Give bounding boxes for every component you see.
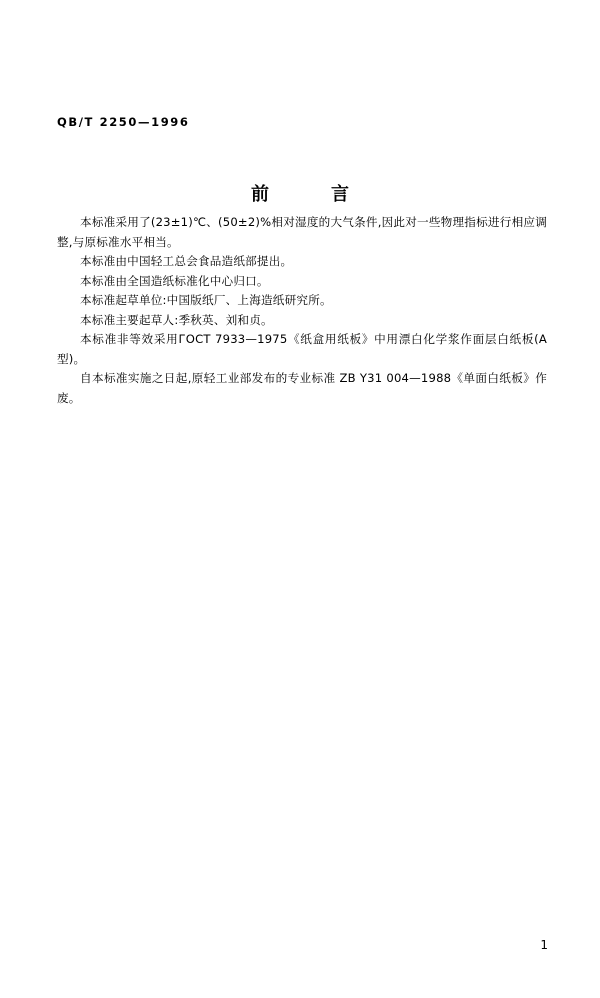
paragraph: 本标准采用了(23±1)℃、(50±2)%相对湿度的大气条件,因此对一些物理指标进行相应调整,与原标准水平相当。 (57, 215, 547, 249)
standard-number: QB/T 2250—1996 (57, 115, 190, 129)
foreword-body (57, 213, 547, 408)
page-number: 1 (540, 938, 548, 952)
paragraph: 本标准由全国造纸标准化中心归口。 (80, 273, 269, 288)
paragraph: 本标准由中国轻工总会食品造纸部提出。 (80, 254, 293, 268)
paragraph: 自本标准实施之日起,原轻工业部发布的专业标准 ZB Y31 004—1988《单面白纸板》作废。 (57, 371, 547, 405)
paragraph: 本标准主要起草人:季秋英、刘和贞。 (80, 312, 273, 327)
page-title: 前 言 (251, 184, 371, 205)
paragraph: 本标准起草单位:中国版纸厂、上海造纸研究所。 (80, 293, 332, 307)
paragraph: 本标准非等效采用ГОСТ 7933—1975《纸盒用纸板》中用漂白化学浆作面层白纸板(A型)。 (57, 332, 547, 366)
